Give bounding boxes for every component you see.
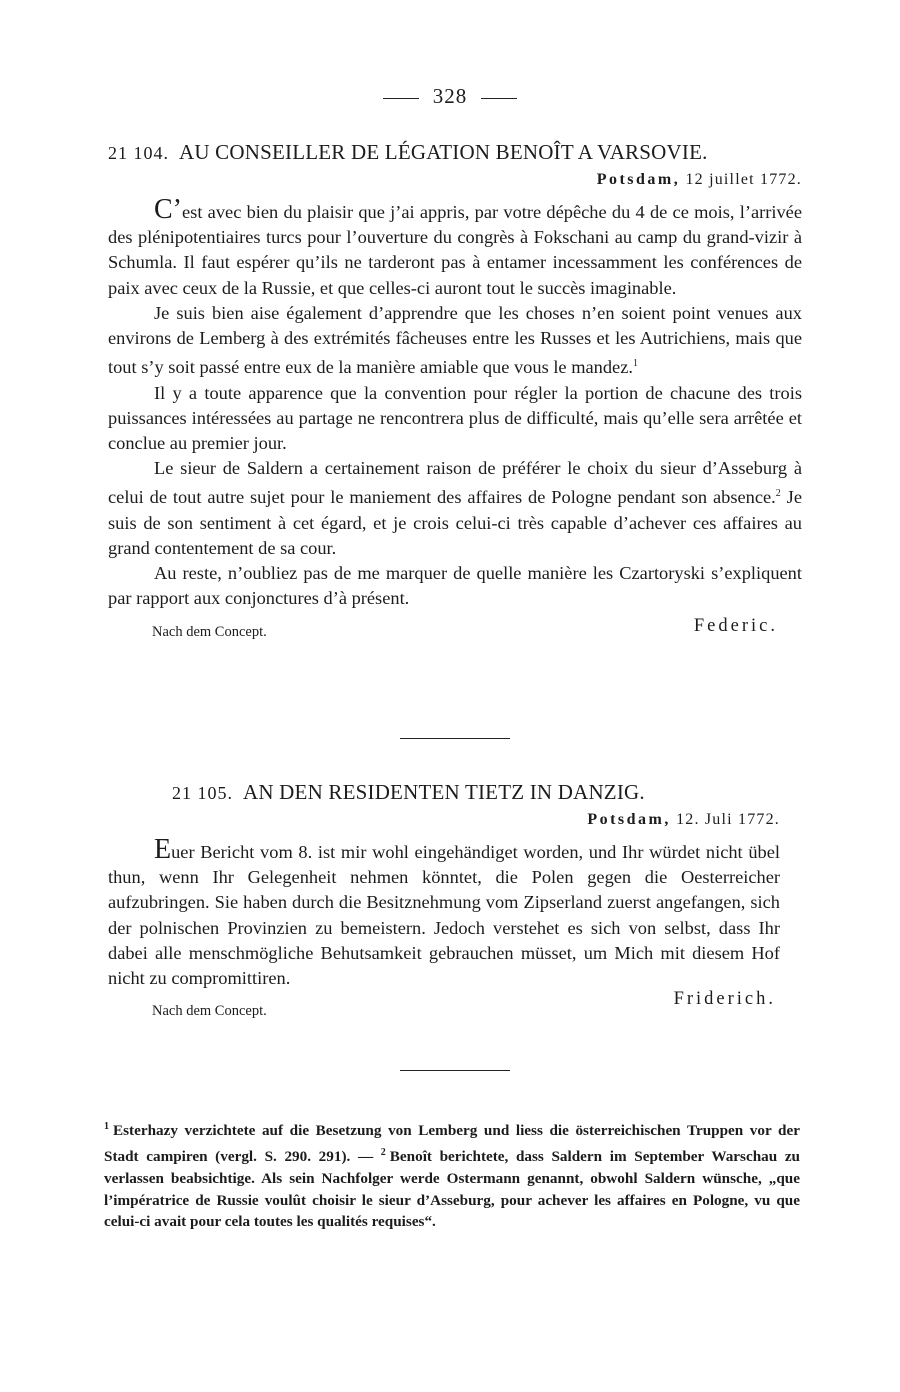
footnote-ref[interactable]: 1 [632,358,638,370]
date-text: 12 juillet 1772. [685,171,802,188]
date-place: Potsdam, [587,811,671,828]
right-dash [481,98,517,99]
page-number [0,84,900,109]
paragraph: Il y a toute apparence que la convention pour régler la portion de chacune des trois puissances intéressées au partage ne rencontrera plus de difficulté, mais qu’elle sera arrêtée et conclue au premier jour. [108,382,802,453]
footnote-mark: 2 [380,1146,386,1158]
page-number-text: 328 [432,84,468,108]
date-place: Potsdam, [596,171,681,188]
paragraph-text: Le sieur de Saldern a certainement raison de préférer le choix du sieur d’Asseburg à celui de tout autre sujet pour le maniement des affaires de Pologne pendant son absence. [108,458,802,508]
signature: Federic. [693,615,778,636]
letter-number: 21 104. [108,143,169,163]
letter-date [108,811,802,829]
date-text: 12. Juli 1772. [676,811,780,828]
footnote-text: Benoît berichtete, dass Saldern im September Warschau zu verlassen beabsichtige. Als sein Nachfolger werde Ostermann genannt, obwohl Saldern wünsche, „que l’impératrice de Russie voulût choisir le sieur d’Asseburg, pour achever les affaires en Pologne, vu que celui-ci avait pour cela toutes les qualités requises“. [104,1147,801,1231]
letter-heading [108,780,802,805]
left-dash [383,98,419,99]
letter-heading [108,140,802,165]
letter-21104 [108,140,802,642]
letter-title: AU CONSEILLER DE LÉGATION BENOÎT A VARSOVIE. [179,140,708,164]
paragraph-text: Je suis de son sentiment à cet égard, et je crois celui-ci très capable d’achever ces affaires au grand contentement de sa cour. [108,487,802,558]
footnotes [104,1116,800,1233]
footnote-text: Esterhazy verzichtete auf die Besetzung von Lemberg und liess die österreichischen Truppen vor der Stadt campiren (vergl. S. 290. 291). — [104,1122,800,1165]
section-divider [400,1070,510,1071]
letter-title: AN DEN RESIDENTEN TIETZ IN DANZIG. [243,780,645,804]
source-note: Nach dem Concept. [152,623,267,640]
section-divider [400,738,510,739]
paragraph [108,456,802,561]
paragraph-text: Je suis bien aise également d’apprendre que les choses n’en soient point venues aux environs de Lemberg à des extrémités fâcheuses entre les Russes et les Autrichiens, mais que tout s’y soit passé entre eux de la manière amiable que vous le mandez. [108,302,802,378]
paragraph: C’est avec bien du plaisir que j’ai appris, par votre dépêche du 4 de ce mois, l’arrivée des plénipotentiaires turcs pour l’ouverture du congrès à Fokschani au camp du grand-vizir à Schumla. Il faut espérer qu’ils ne tarderont pas à entamer incessamment les conférences de paix avec ceux de la Russie, et que celles-ci auront tout le succès imaginable. [108,194,802,298]
letter-21105 [108,780,802,1021]
letter-footer [108,616,802,642]
footnote-ref[interactable]: 2 [775,488,781,500]
source-note: Nach dem Concept. [152,1003,267,1020]
paragraph: Euer Bericht vom 8. ist mir wohl eingehändiget worden, und Ihr würdet nicht übel thun, wenn Ihr Gelegenheit nehmen könntet, die Polen gegen die Oesterreicher aufzubringen. Sie haben durch die Besitznehmung vom Zipserland zuerst angefangen, sich der polnischen Provinzien zu bemeistern. Jedoch verstehet es sich von selbst, dass Ihr dabei alle menschmögliche Behutsamkeit gebrauchen müsset, um Mich mit diesem Hof nicht zu compromittiren. [108,834,780,989]
letter-footer [108,989,802,1021]
paragraph [108,301,802,381]
signature: Friderich. [673,989,776,1010]
footnote-mark: 1 [104,1121,109,1132]
letter-date [108,171,802,189]
letter-number: 21 105. [172,783,233,803]
paragraph: Au reste, n’oubliez pas de me marquer de quelle manière les Czartoryski s’expliquent par rapport aux conjonctures d’à présent. [108,563,802,609]
